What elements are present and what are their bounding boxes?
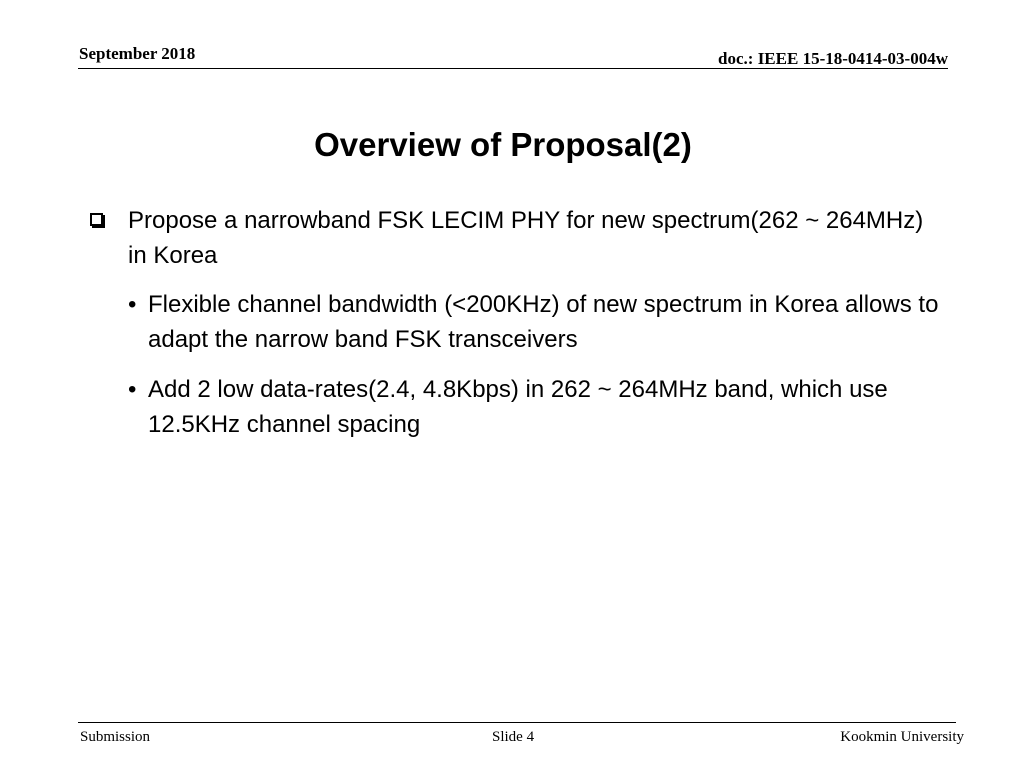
- sub-bullet-item: [88, 372, 948, 442]
- main-bullet-text: Propose a narrowband FSK LECIM PHY for new spectrum(262 ~ 264MHz) in Korea: [128, 207, 924, 269]
- sub-bullet-list: [88, 287, 948, 442]
- slide-content: [88, 203, 948, 457]
- header-doc-id: doc.: IEEE 15-18-0414-03-004w: [718, 49, 948, 68]
- footer-submission: Submission: [80, 729, 151, 745]
- sub-bullet-text: Flexible channel bandwidth (<200KHz) of new spectrum in Korea allows to adapt the narrow band FSK transceivers: [148, 291, 939, 353]
- dot-bullet-icon: •: [128, 291, 137, 318]
- sub-bullet-item: [88, 287, 948, 357]
- footer-slide-number: Slide 4: [492, 729, 535, 745]
- footer-organization: Kookmin University: [840, 729, 964, 745]
- footer-divider: [78, 722, 956, 723]
- sub-bullet-text: Add 2 low data-rates(2.4, 4.8Kbps) in 262 ~ 264MHz band, which use 12.5KHz channel spacing: [148, 376, 888, 438]
- dot-bullet-icon: •: [128, 376, 137, 403]
- checkbox-bullet-icon: [90, 213, 103, 226]
- slide-title: Overview of Proposal(2): [314, 126, 692, 163]
- header-divider: [78, 68, 948, 69]
- header-date: September 2018: [79, 44, 196, 63]
- main-bullet-item: [88, 203, 948, 273]
